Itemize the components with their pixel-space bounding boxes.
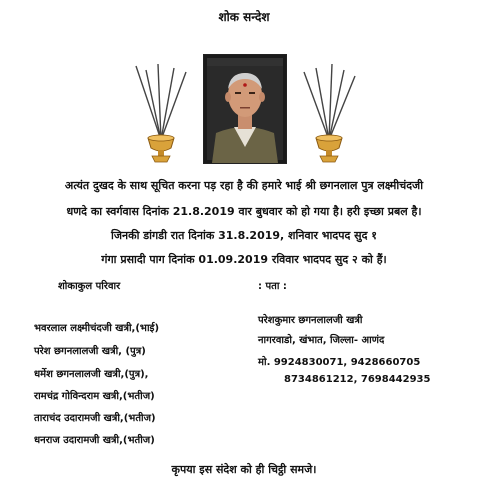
- family-member: रामचंद्र गोविन्दराम खत्री,(भतीज): [34, 391, 155, 402]
- incense-stand-left: [132, 64, 190, 164]
- family-member: धर्मेश छगनलालजी खत्री,(पुत्र),: [34, 369, 149, 380]
- address-phone-2: 8734861212, 7698442935: [284, 374, 431, 385]
- portrait-photo-icon: [204, 55, 286, 163]
- incense-stand-right: [300, 64, 358, 164]
- address-name: परेशकुमार छगनलालजी खत्री: [258, 315, 363, 326]
- family-member: परेश छगनलालजी खत्री, (पुत्र): [34, 346, 146, 357]
- page-title: शोक सन्देश: [218, 10, 270, 24]
- message-line-2: धणदे का स्वर्गवास दिनांक 21.8.2019 वार बुधवार को हो गया है। हरी इच्छा प्रबल है।: [66, 205, 422, 218]
- message-line-3: जिनकी डांगडी रात दिनांक 31.8.2019, शनिवार भादपद सुद १: [111, 229, 377, 242]
- message-line-1: अत्यंत दुखद के साथ सूचित करना पड़ रहा है की हमारे भाई श्री छगनलाल पुत्र लक्ष्मीचंदजी: [64, 179, 424, 192]
- message-line-4: गंगा प्रसादी पाग दिनांक 01.09.2019 रविवार भादपद सुद २ को हैं।: [101, 253, 387, 266]
- family-member: ताराचंद उदारामजी खत्री,(भतीज): [34, 413, 156, 424]
- address-heading: : पता :: [258, 281, 287, 292]
- family-member: धनराज उदारामजी खत्री,(भतीज): [34, 435, 155, 446]
- incense-sticks-icon: [304, 64, 355, 162]
- portrait-photo: [203, 54, 287, 164]
- incense-sticks-icon: [136, 64, 186, 162]
- address-place: नागरवाडो, खंभात, जिल्ला- आणंद: [258, 335, 385, 346]
- closing-note: कृपया इस संदेश को ही चिट्ठी समजे।: [171, 463, 317, 476]
- family-heading: शोकाकुल परिवार: [58, 281, 121, 292]
- family-member: भवरलाल लक्ष्मीचंदजी खत्री,(भाई): [34, 323, 160, 334]
- address-phone-1: मो. 9924830071, 9428660705: [258, 357, 421, 368]
